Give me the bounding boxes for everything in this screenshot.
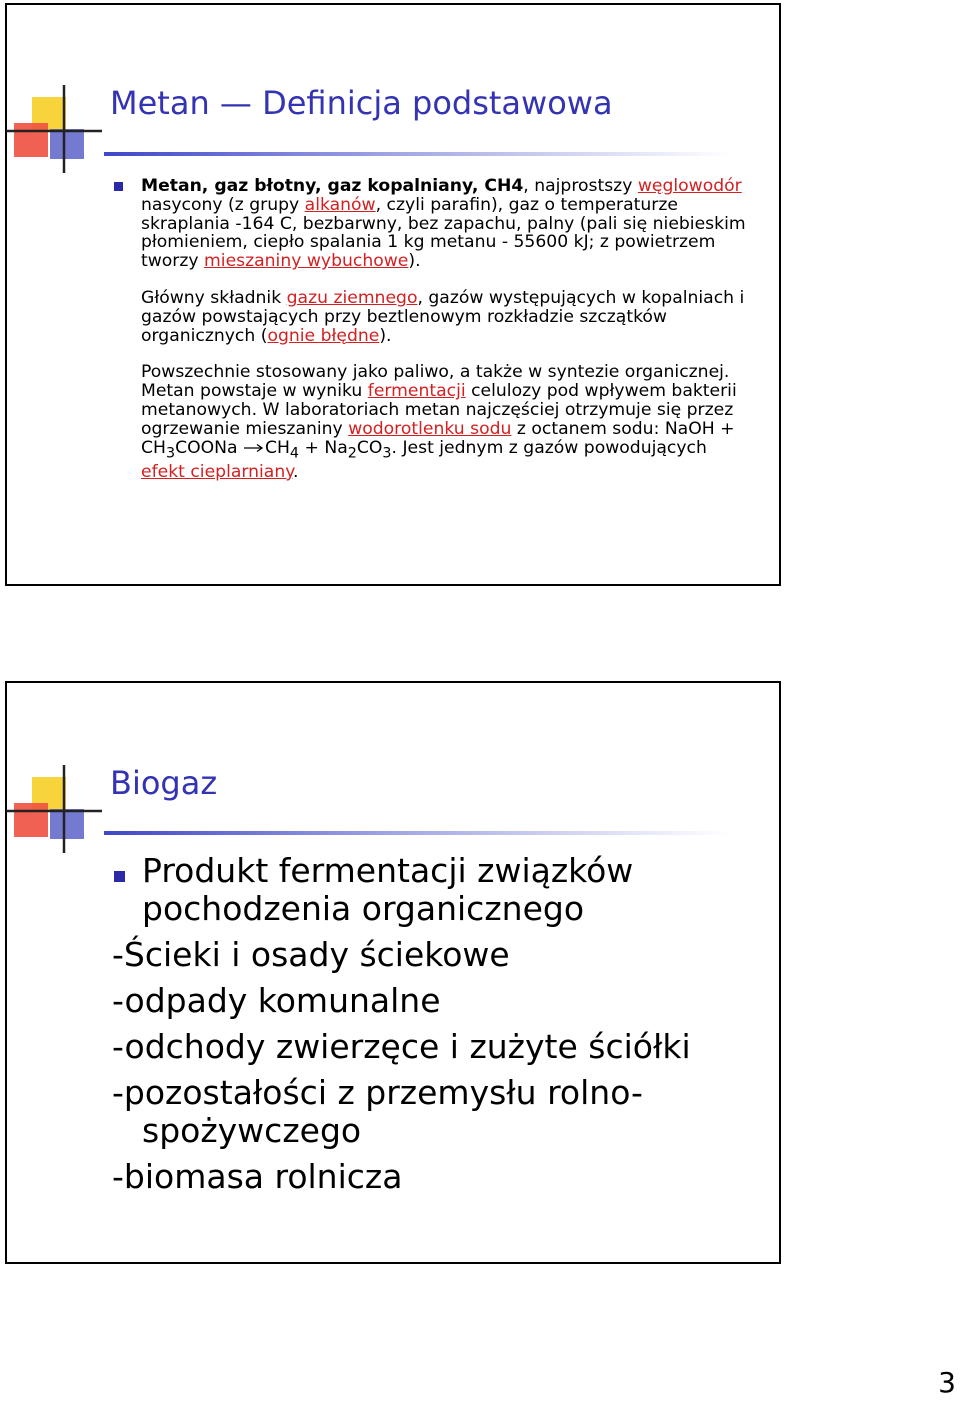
slide-body	[141, 177, 753, 500]
list-item: -pozostałości z przemysłu rolno-spożywczego	[112, 1073, 643, 1150]
reaction-arrow-icon	[243, 443, 265, 453]
link-ognie-bledne[interactable]: ognie błędne	[267, 325, 380, 346]
slide-title: Biogaz	[110, 764, 218, 802]
list-item: -odpady komunalne	[112, 981, 441, 1020]
link-alkanow[interactable]: alkanów	[304, 194, 376, 215]
link-weglowodor[interactable]: węglowodór	[637, 176, 742, 196]
bullet-icon	[114, 182, 123, 191]
link-wodorotlenku-sodu[interactable]: wodorotlenku sodu	[348, 418, 512, 439]
slide-body	[112, 852, 752, 1204]
paragraph-source: Główny składnik gazu ziemnego, gazów występujących w kopalniach i gazów powstających przy beztlenowym rozkładzie szczątków organicznych (ognie błędne).	[141, 287, 745, 346]
page-number: 3	[938, 1366, 956, 1399]
slide-logo-icon	[6, 763, 102, 853]
bold-lead: Metan, gaz błotny, gaz kopalniany, CH4	[141, 176, 524, 196]
title-underline	[104, 831, 729, 835]
slide-logo-icon	[6, 83, 102, 173]
list-item: -biomasa rolnicza	[112, 1157, 403, 1196]
list-item: -odchody zwierzęce i zużyte ściółki	[112, 1027, 691, 1066]
link-mieszaniny-wybuchowe[interactable]: mieszaniny wybuchowe	[204, 251, 409, 272]
link-fermentacji[interactable]: fermentacji	[367, 381, 466, 402]
list-item: Produkt fermentacji związków pochodzenia organicznego	[142, 851, 634, 928]
list-item: -Ścieki i osady ściekowe	[112, 935, 510, 974]
link-gazu-ziemnego[interactable]: gazu ziemnego	[286, 287, 418, 308]
paragraph-usage: Powszechnie stosowany jako paliwo, a także w syntezie organicznej. Metan powstaje w wyniku fermentacji celulozy pod wpływem bakterii metanowych. W laboratoriach metan najczęściej otrzymuje się przez ogrzewanie mieszaniny wodorotlenku sodu z octanem sodu: NaOH + $CH_3COONa$ $CH_4 + Na_2CO_3$. Jest jednym z gazów powodujących efekt cieplarniany.	[141, 362, 737, 482]
link-efekt-cieplarniany[interactable]: efekt cieplarniany	[141, 461, 293, 482]
title-underline	[104, 152, 729, 156]
paragraph-definition: Metan, gaz błotny, gaz kopalniany, CH4, najprostszy węglowodór nasycony (z grupy alkanów, czyli parafin), gaz o temperaturze skraplania -164 C, bezbarwny, bez zapachu, palny (pali się niebieskim płomieniem, ciepło spalania 1 kg metanu - 55600 kJ; z powietrzem tworzy mieszaniny wybuchowe).	[141, 176, 746, 272]
slide-title: Metan — Definicja podstawowa	[110, 84, 613, 122]
